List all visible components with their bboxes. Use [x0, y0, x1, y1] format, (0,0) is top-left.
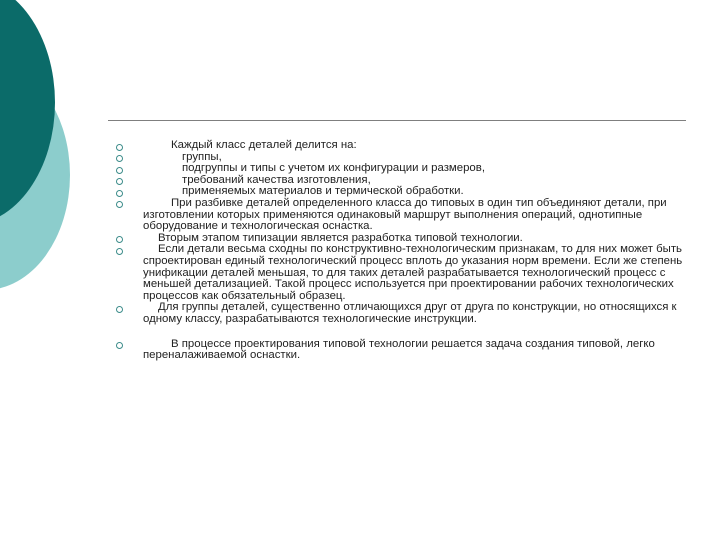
list-item-text: Если детали весьма сходны по конструктивно-технологическим признакам, то для них может быть спроектирован единый технологический процесс вплоть до указания норм времени. Если же степень унификации деталей меньшая, то для таких деталей разрабатывается технологический процесс с меньшей детализацией. Такой процесс используется при проектировании рабочих технологических процессов как обязательный образец.: [143, 243, 683, 302]
list-item-text: При разбивке деталей определенного класса до типовых в один тип объединяют детали, при изготовлении которых применяются одинаковый маршрут выполнения операций, однотипные оборудование и технологическая оснастка.: [143, 196, 667, 233]
list-item: [112, 244, 690, 302]
list-item: [112, 140, 690, 152]
list-item-text: Для группы деталей, существенно отличающихся друг от друга по конструкции, но относящихся к одному классу, разрабатываются технологические инструкции.: [143, 301, 677, 325]
list-item-text: Каждый класс деталей делится на:: [171, 139, 357, 151]
list-item-text: группы,: [182, 150, 222, 163]
bullet-icon: [116, 155, 123, 162]
bullet-icon: [116, 236, 123, 243]
list-item-text: требований качества изготовления,: [182, 173, 371, 186]
list-item-text: Вторым этапом типизации является разработка типовой технологии.: [158, 231, 523, 244]
slide-content: [112, 140, 690, 362]
bullet-icon: [116, 167, 123, 174]
list-item: [112, 302, 690, 325]
title-divider: [108, 120, 686, 121]
list-item: [112, 198, 690, 233]
bullet-icon: [116, 178, 123, 185]
list-item-text: В процессе проектирования типовой технологии решается задача создания типовой, легко переналаживаемой оснастки.: [143, 337, 655, 362]
bullet-icon: [116, 190, 123, 197]
bullet-icon: [116, 248, 123, 255]
bullet-icon: [116, 342, 123, 349]
list-item-text: подгруппы и типы с учетом их конфигурации и размеров,: [182, 162, 485, 175]
bullet-icon: [116, 144, 123, 151]
list-item: [112, 339, 690, 362]
bullet-icon: [116, 306, 123, 313]
list-item-text: применяемых материалов и термической обработки.: [182, 185, 464, 198]
bullet-icon: [116, 201, 123, 208]
